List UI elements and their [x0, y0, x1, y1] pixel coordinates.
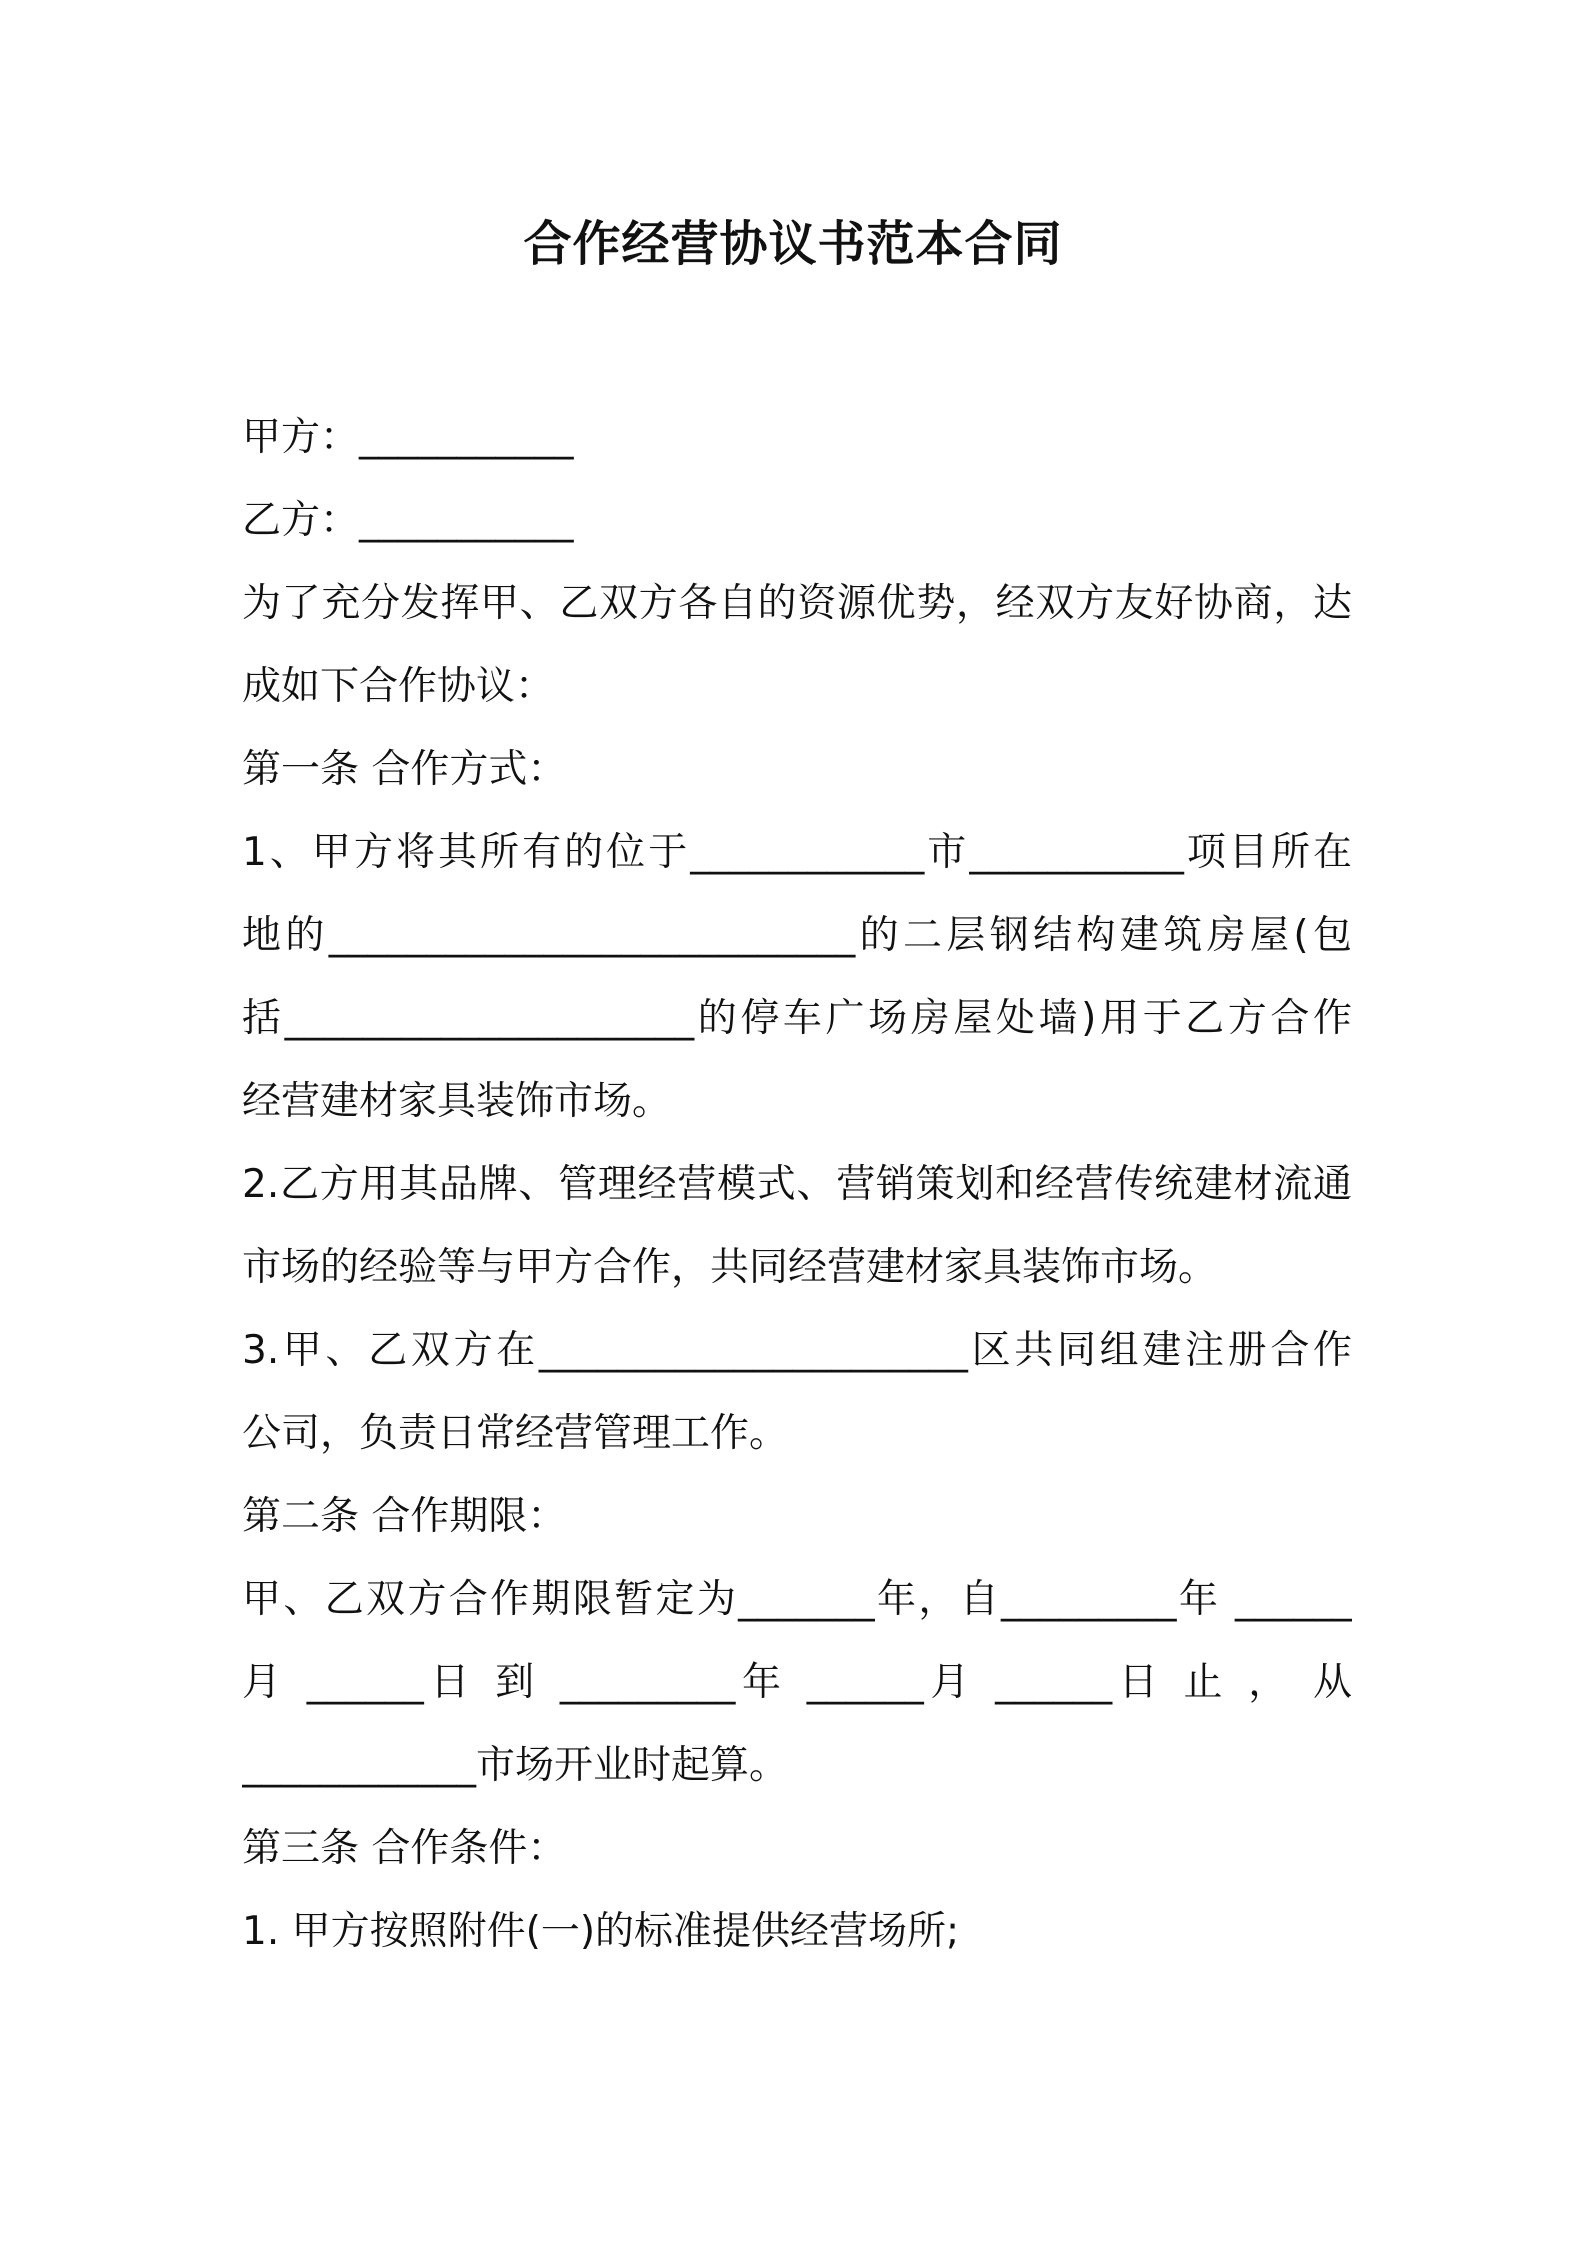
- article-1-clause-1-line-4: 经营建材家具装饰市场。: [242, 1079, 672, 1124]
- preamble-line-2: 成如下合作协议：: [242, 664, 555, 709]
- party-a-line: 甲方：___________: [242, 415, 574, 460]
- party-b-line: 乙方：___________: [242, 498, 574, 543]
- article-1-clause-1-line-3: 括_____________________的停车广场房屋处墙)用于乙方合作: [242, 996, 1352, 1041]
- article-1-clause-3-line-1: 3.甲、乙双方在______________________区共同组建注册合作: [242, 1328, 1352, 1373]
- preamble-line-1: 为了充分发挥甲、乙双方各自的资源优势，经双方友好协商，达: [242, 581, 1352, 626]
- article-2-line-1: 甲、乙双方合作期限暂定为_______年，自_________年 ______: [242, 1577, 1352, 1622]
- article-2-heading: 第二条 合作期限：: [242, 1494, 567, 1539]
- article-1-clause-2-line-1: 2.乙方用其品牌、管理经营模式、营销策划和经营传统建材流通: [242, 1162, 1352, 1207]
- article-1-clause-1-line-1: 1、甲方将其所有的位于____________市___________项目所在: [242, 830, 1352, 875]
- article-2-line-2: 月 ______日 到 _________年 ______月 ______日 止 ， 从: [242, 1660, 1352, 1705]
- article-2-line-3: ____________市场开业时起算。: [242, 1743, 789, 1788]
- article-1-heading: 第一条 合作方式：: [242, 747, 567, 792]
- article-1-clause-2-line-2: 市场的经验等与甲方合作，共同经营建材家具装饰市场。: [242, 1245, 1218, 1290]
- article-3-heading: 第三条 合作条件：: [242, 1826, 567, 1871]
- article-1-clause-1-line-2: 地的___________________________的二层钢结构建筑房屋(包: [242, 913, 1352, 958]
- article-1-clause-3-line-2: 公司，负责日常经营管理工作。: [242, 1411, 789, 1456]
- document-title: 合作经营协议书范本合同: [523, 216, 1063, 272]
- article-3-clause-1: 1. 甲方按照附件(一)的标准提供经营场所;: [242, 1909, 960, 1954]
